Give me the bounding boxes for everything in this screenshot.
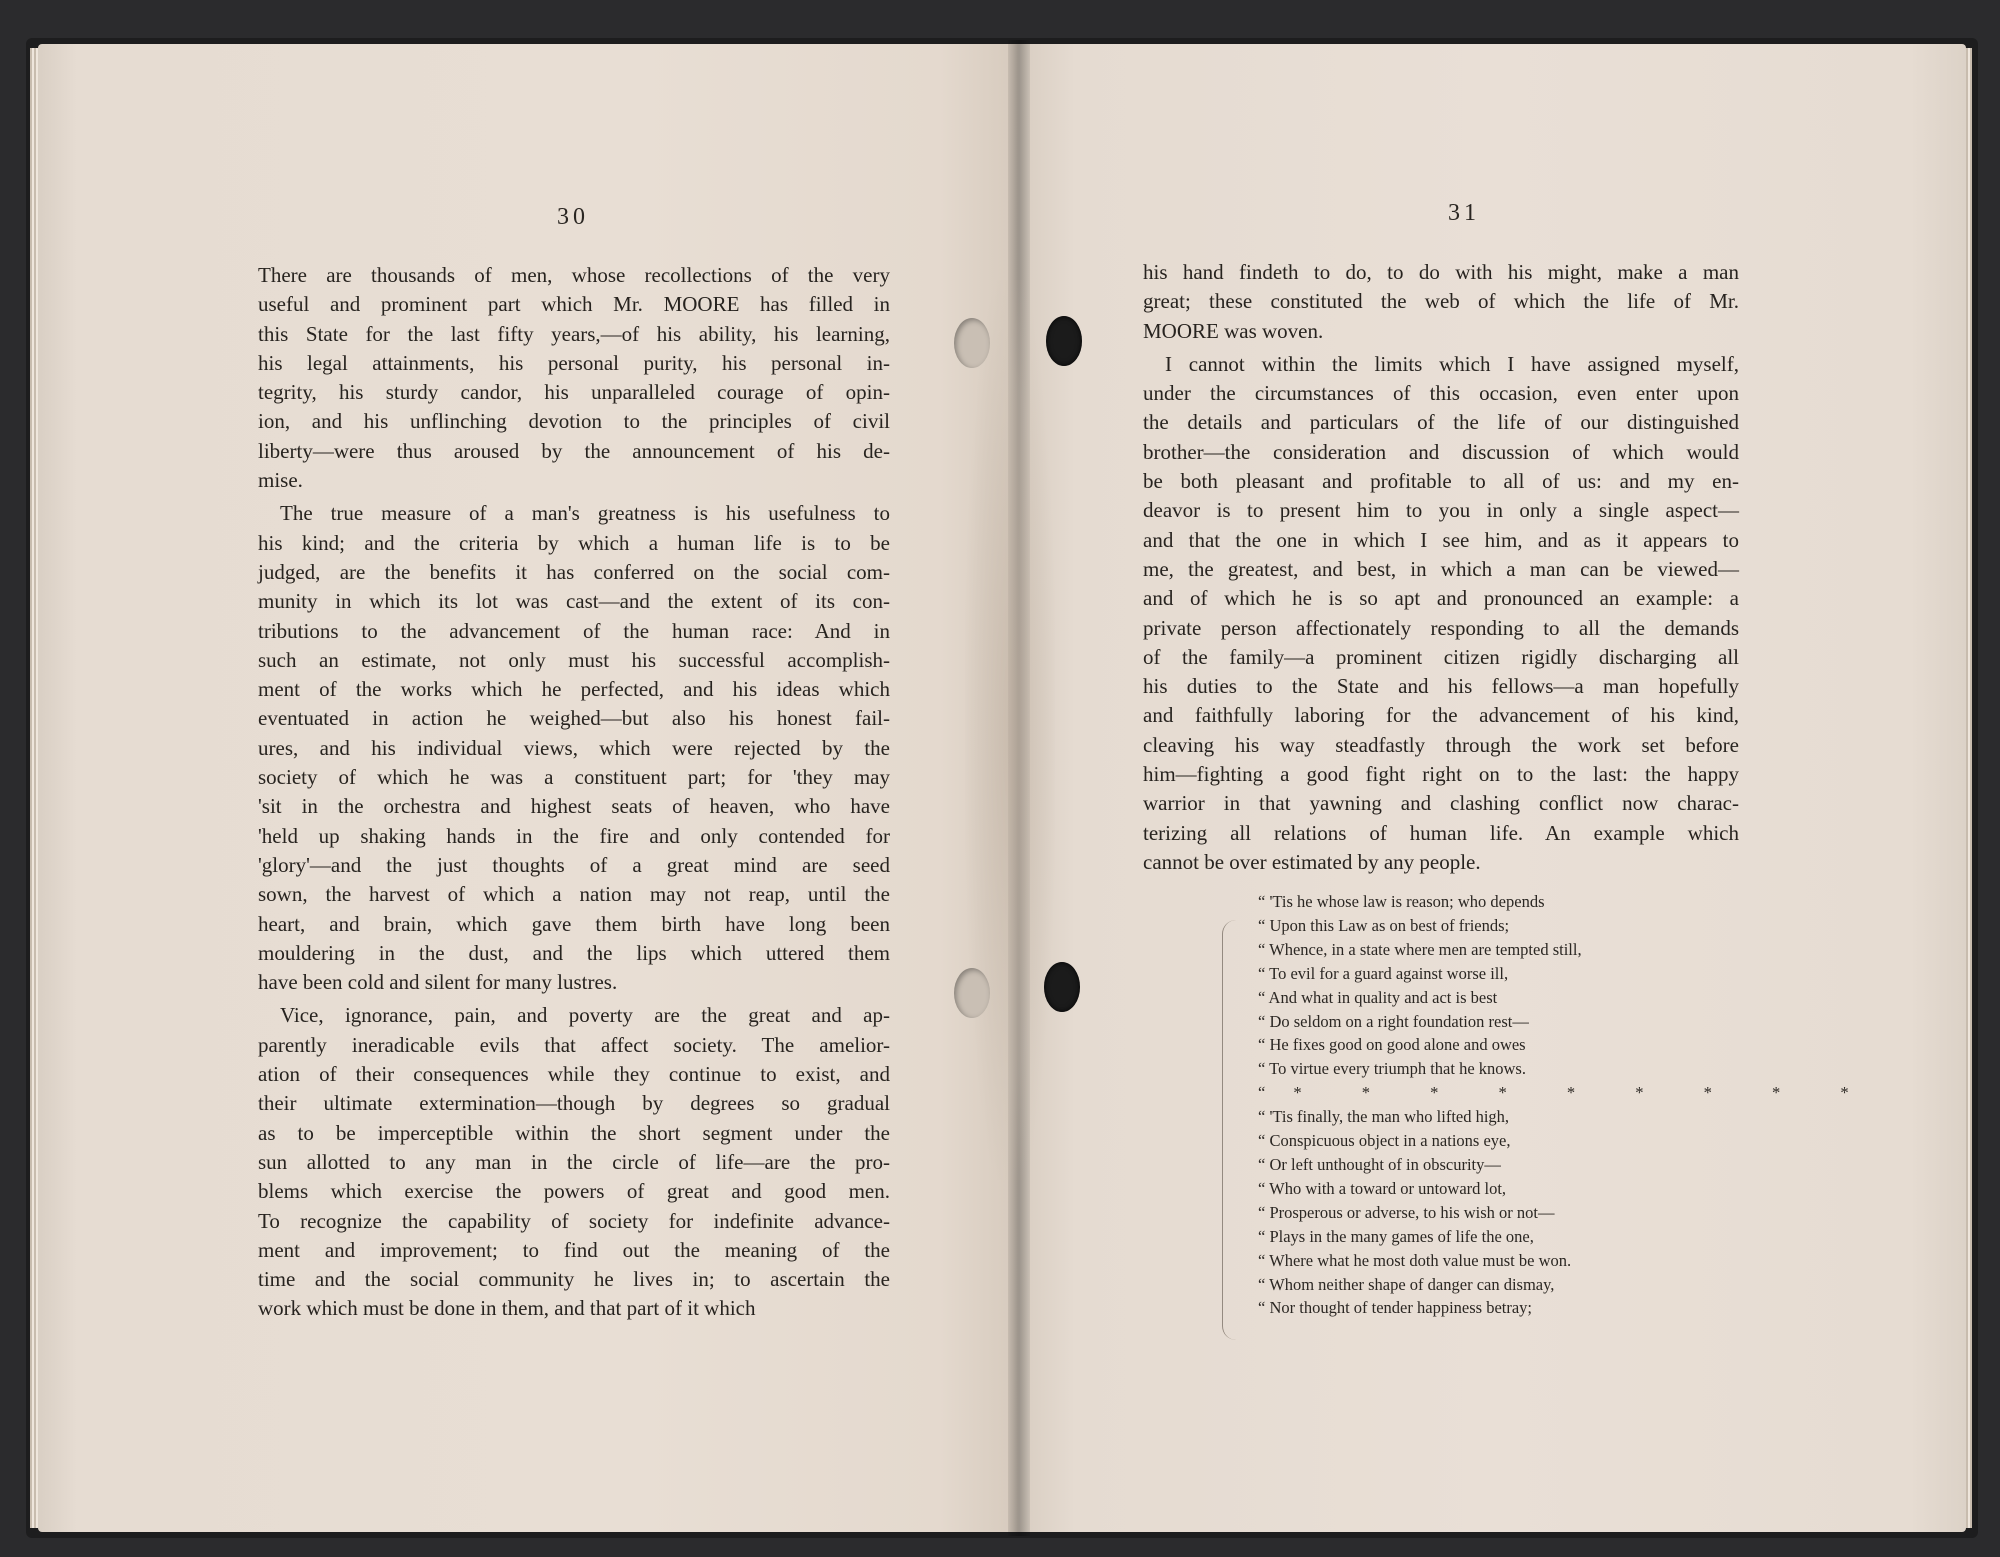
text-line: mouldering in the dust, and the lips which uttered them [258, 940, 890, 965]
text-line: 'glory'—and the just thoughts of a great mind are seed [258, 852, 890, 877]
text-line: this State for the last fifty years,—of his ability, his learning, [258, 321, 890, 346]
text-line: as to be imperceptible within the short segment under the [258, 1120, 890, 1145]
poem-line: “ Do seldom on a right foundation rest— [1258, 1011, 1529, 1031]
binding-hole-right-bottom [1044, 962, 1080, 1012]
text-line: have been cold and silent for many lustres. [258, 970, 618, 995]
text-line: time and the social community he lives in; to ascertain the [258, 1267, 890, 1292]
text-line: sown, the harvest of which a nation may not reap, until the [258, 882, 890, 907]
text-line: great; these constituted the web of which the life of Mr. [1143, 289, 1739, 314]
paragraph [258, 261, 890, 495]
text-line: his kind; and the criteria by which a human life is to be [258, 530, 890, 555]
paragraph [1143, 258, 1739, 346]
text-line: be both pleasant and profitable to all of us: and my en- [1143, 469, 1739, 494]
text-line: of the family—a prominent citizen rigidly discharging all [1143, 644, 1739, 669]
text-line: tributions to the advancement of the human race: And in [258, 618, 890, 643]
text-line: blems which exercise the powers of great and good men. [258, 1179, 890, 1204]
poem-line: “ To evil for a guard against worse ill, [1258, 963, 1509, 983]
poem-line: “ 'Tis finally, the man who lifted high, [1258, 1107, 1510, 1127]
text-line: terizing all relations of human life. An example which [1143, 820, 1739, 845]
text-line: The true measure of a man's greatness is his usefulness to [280, 501, 890, 526]
text-line: him—fighting a good fight right on to the last: the happy [1143, 762, 1739, 787]
text-line: Vice, ignorance, pain, and poverty are the great and ap- [280, 1003, 890, 1028]
poem-line: “ Who with a toward or untoward lot, [1258, 1178, 1507, 1198]
text-line: There are thousands of men, whose recollections of the very [258, 263, 890, 287]
poem-line: “ Whom neither shape of danger can dismay, [1258, 1274, 1555, 1294]
text-line: under the circumstances of this occasion, even enter upon [1143, 381, 1739, 406]
poem-line: “ Upon this Law as on best of friends; [1258, 915, 1510, 935]
text-line: and that the one in which I see him, and as it appears to [1143, 527, 1739, 552]
binding-hole-right-top [1046, 316, 1082, 366]
text-line: munity in which its lot was cast—and the extent of its con- [258, 589, 890, 614]
page-number-30: 30 [557, 204, 589, 230]
binding-hole-left-bottom [954, 968, 990, 1018]
text-line: ment and improvement; to find out the meaning of the [258, 1237, 890, 1262]
left-page-body [258, 261, 890, 1324]
poem-line: “ Plays in the many games of life the one, [1258, 1226, 1534, 1246]
text-line: his legal attainments, his personal purity, his personal in- [258, 350, 890, 375]
text-line: brother—the consideration and discussion of which would [1143, 439, 1739, 464]
text-line: his duties to the State and his fellows—a man hopefully [1143, 674, 1739, 699]
text-line: ures, and his individual views, which were rejected by the [258, 735, 890, 760]
text-line: 'held up shaking hands in the fire and only contended for [258, 823, 890, 848]
text-line: work which must be done in them, and that part of it which [258, 1296, 756, 1321]
page-number-31: 31 [1448, 200, 1480, 226]
poem-line: “ And what in quality and act is best [1258, 987, 1498, 1007]
poem-line: “ To virtue every triumph that he knows. [1258, 1059, 1526, 1079]
poem-bracket [1222, 920, 1247, 1340]
text-line: heart, and brain, which gave them birth have long been [258, 911, 890, 936]
text-line: mise. [258, 468, 303, 493]
text-line: liberty—were thus aroused by the announcement of his de- [258, 438, 890, 463]
binding-hole-left-top [954, 318, 990, 368]
paragraph [258, 499, 890, 997]
text-line: cannot be over estimated by any people. [1143, 849, 1481, 874]
text-line: his hand findeth to do, to do with his might, make a man [1143, 260, 1739, 284]
text-line: the details and particulars of the life of our distinguished [1143, 410, 1739, 435]
text-line: ation of their consequences while they continue to exist, and [258, 1062, 890, 1087]
book-gutter [1008, 40, 1030, 1536]
text-line: such an estimate, not only must his successful accomplish- [258, 647, 890, 672]
poem-line: “ Whence, in a state where men are tempted still, [1258, 939, 1582, 959]
text-line: private person affectionately responding to all the demands [1143, 615, 1739, 640]
text-line: eventuated in action he weighed—but also his honest fail- [258, 706, 890, 731]
text-line: MOORE was woven. [1143, 318, 1324, 343]
text-line: society of which he was a constituent part; for 'they may [258, 765, 890, 790]
text-line: I cannot within the limits which I have assigned myself, [1165, 351, 1739, 376]
text-line: judged, are the benefits it has conferred on the social com- [258, 559, 890, 584]
text-line: ment of the works which he perfected, and his ideas which [258, 677, 890, 702]
poem-line: “ He fixes good on good alone and owes [1258, 1035, 1526, 1055]
text-line: me, the greatest, and best, in which a man can be viewed— [1143, 556, 1739, 581]
text-line: useful and prominent part which Mr. MOORE has filled in [258, 292, 890, 317]
text-line: deavor is to present him to you in only a single aspect— [1143, 498, 1739, 523]
text-line: and faithfully laboring for the advancement of his kind, [1143, 703, 1739, 728]
right-page-body [1143, 258, 1739, 877]
poem-line: “ Conspicuous object in a nations eye, [1258, 1131, 1511, 1151]
poem-line: “ Nor thought of tender happiness betray; [1258, 1298, 1533, 1318]
poem-quotation [1258, 890, 1877, 1320]
text-line: their ultimate extermination—though by degrees so gradual [258, 1091, 890, 1116]
text-line: parently ineradicable evils that affect society. The amelior- [258, 1032, 890, 1057]
poem-line: “* * * * * * * * * [1258, 1083, 1877, 1103]
paragraph [258, 1001, 890, 1323]
poem-line: “ 'Tis he whose law is reason; who depends [1258, 892, 1545, 911]
text-line: ion, and his unflinching devotion to the principles of civil [258, 409, 890, 434]
poem-line: “ Where what he most doth value must be won. [1258, 1250, 1572, 1270]
text-line: To recognize the capability of society for indefinite advance- [258, 1208, 890, 1233]
text-line: and of which he is so apt and pronounced an example: a [1143, 586, 1739, 611]
text-line: cleaving his way steadfastly through the work set before [1143, 732, 1739, 757]
poem-line: “ Prosperous or adverse, to his wish or not— [1258, 1202, 1555, 1222]
poem-line: “ Or left unthought of in obscurity— [1258, 1154, 1501, 1174]
text-line: 'sit in the orchestra and highest seats of heaven, who have [258, 794, 890, 819]
paragraph [1143, 350, 1739, 877]
text-line: tegrity, his sturdy candor, his unparalleled courage of opin- [258, 380, 890, 405]
text-line: warrior in that yawning and clashing conflict now charac- [1143, 791, 1739, 816]
text-line: sun allotted to any man in the circle of life—are the pro- [258, 1149, 890, 1174]
